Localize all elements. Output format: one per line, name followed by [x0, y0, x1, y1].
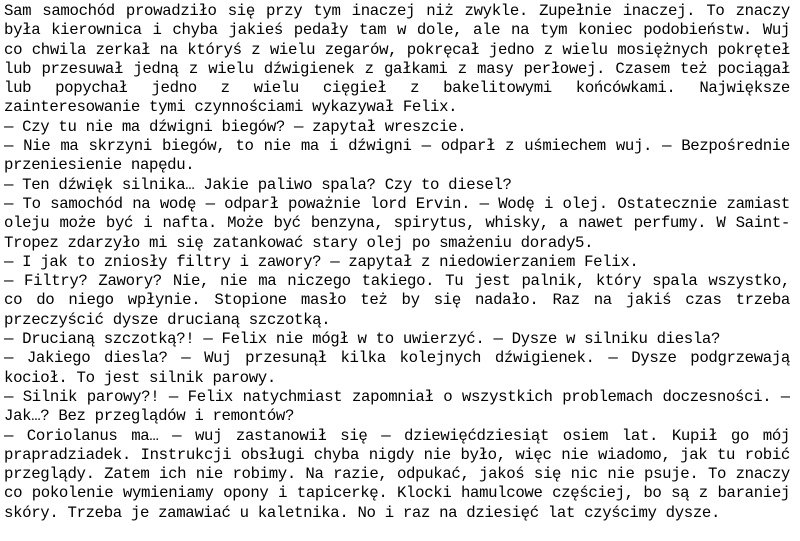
paragraph-dialogue: — Drucianą szczotką?! — Felix nie mógł w to uwierzyć. — Dysze w silniku diesla? — [4, 330, 721, 349]
paragraph-dialogue: — Filtry? Zawory? Nie, nie ma niczego takiego. Tu jest palnik, który spala wszystko, co do niego wpłynie. Stopione masło też by się nadało. Raz na jakiś czas trzeba przeczyścić dysze drucianą szczotką. — [4, 272, 790, 329]
paragraph-dialogue: — Silnik parowy?! — Felix natychmiast zapomniał o wszystkich problemach doczesności. — Jak…? Bez przeglądów i remontów? — [4, 387, 790, 426]
paragraph-dialogue: — Ten dźwięk silnika… Jakie paliwo spala? Czy to diesel? — [4, 175, 512, 194]
document-page — [4, 2, 790, 539]
paragraph-dialogue: — I jak to zniosły filtry i zawory? — zapytał z niedowierzaniem Felix. — [4, 252, 639, 271]
paragraph-narration: Sam samochód prowadziło się przy tym inaczej niż zwykle. Zupełnie inaczej. To znaczy była kierownica i chyba jakieś pedały tam w dole, ale na tym koniec podobieństw. Wuj co chwila zerkał na któryś z wielu zegarów, pokręcał jedno z wielu mosiężnych pokręteł lub przesuwał jedną z wielu dźwigienek z gałkami z masy perłowej. Czasem też pociągał lub popychał jedno z wielu cięgieł z bakelitowymi końcówkami. Największe zainteresowanie tymi czynnościami wykazywał Felix. — [4, 2, 790, 117]
paragraph-dialogue: — Nie ma skrzyni biegów, to nie ma i dźwigni — odparł z uśmiechem wuj. — Bezpośrednie przeniesienie napędu. — [4, 137, 790, 175]
paragraph-dialogue: — Jakiego diesla? — Wuj przesunął kilka kolejnych dźwigienek. — Dysze podgrzewają kocioł. To jest silnik parowy. — [4, 349, 790, 387]
paragraph-dialogue: — Coriolanus ma… — wuj zastanowił się — dziewięćdziesiąt osiem lat. Kupił go mój prapradziadek. Instrukcji obsługi chyba nigdy nie było, więc nie wiadomo, jak tu robić przeglądy. Zatem ich nie robimy. Na razie, odpukać, jakoś się nic nie psuje. To znaczy co pokolenie wymieniamy opony i tapicerkę. Klocki hamulcowe częściej, bo są z baraniej skóry. Trzeba je zamawiać u kaletnika. No i raz na dziesięć lat czyścimy dysze. — [4, 426, 790, 522]
paragraph-dialogue: — To samochód na wodę — odparł poważnie lord Ervin. — Wodę i olej. Ostatecznie zamiast oleju może być i nafta. Może być benzyna, spirytus, whisky, a nawet perfumy. W Saint-Tropez zdarzyło mi się zatankować stary olej po smażeniu dorady5. — [4, 194, 790, 252]
paragraph-dialogue: — Czy tu nie ma dźwigni biegów? — zapytał wreszcie. — [4, 117, 467, 136]
